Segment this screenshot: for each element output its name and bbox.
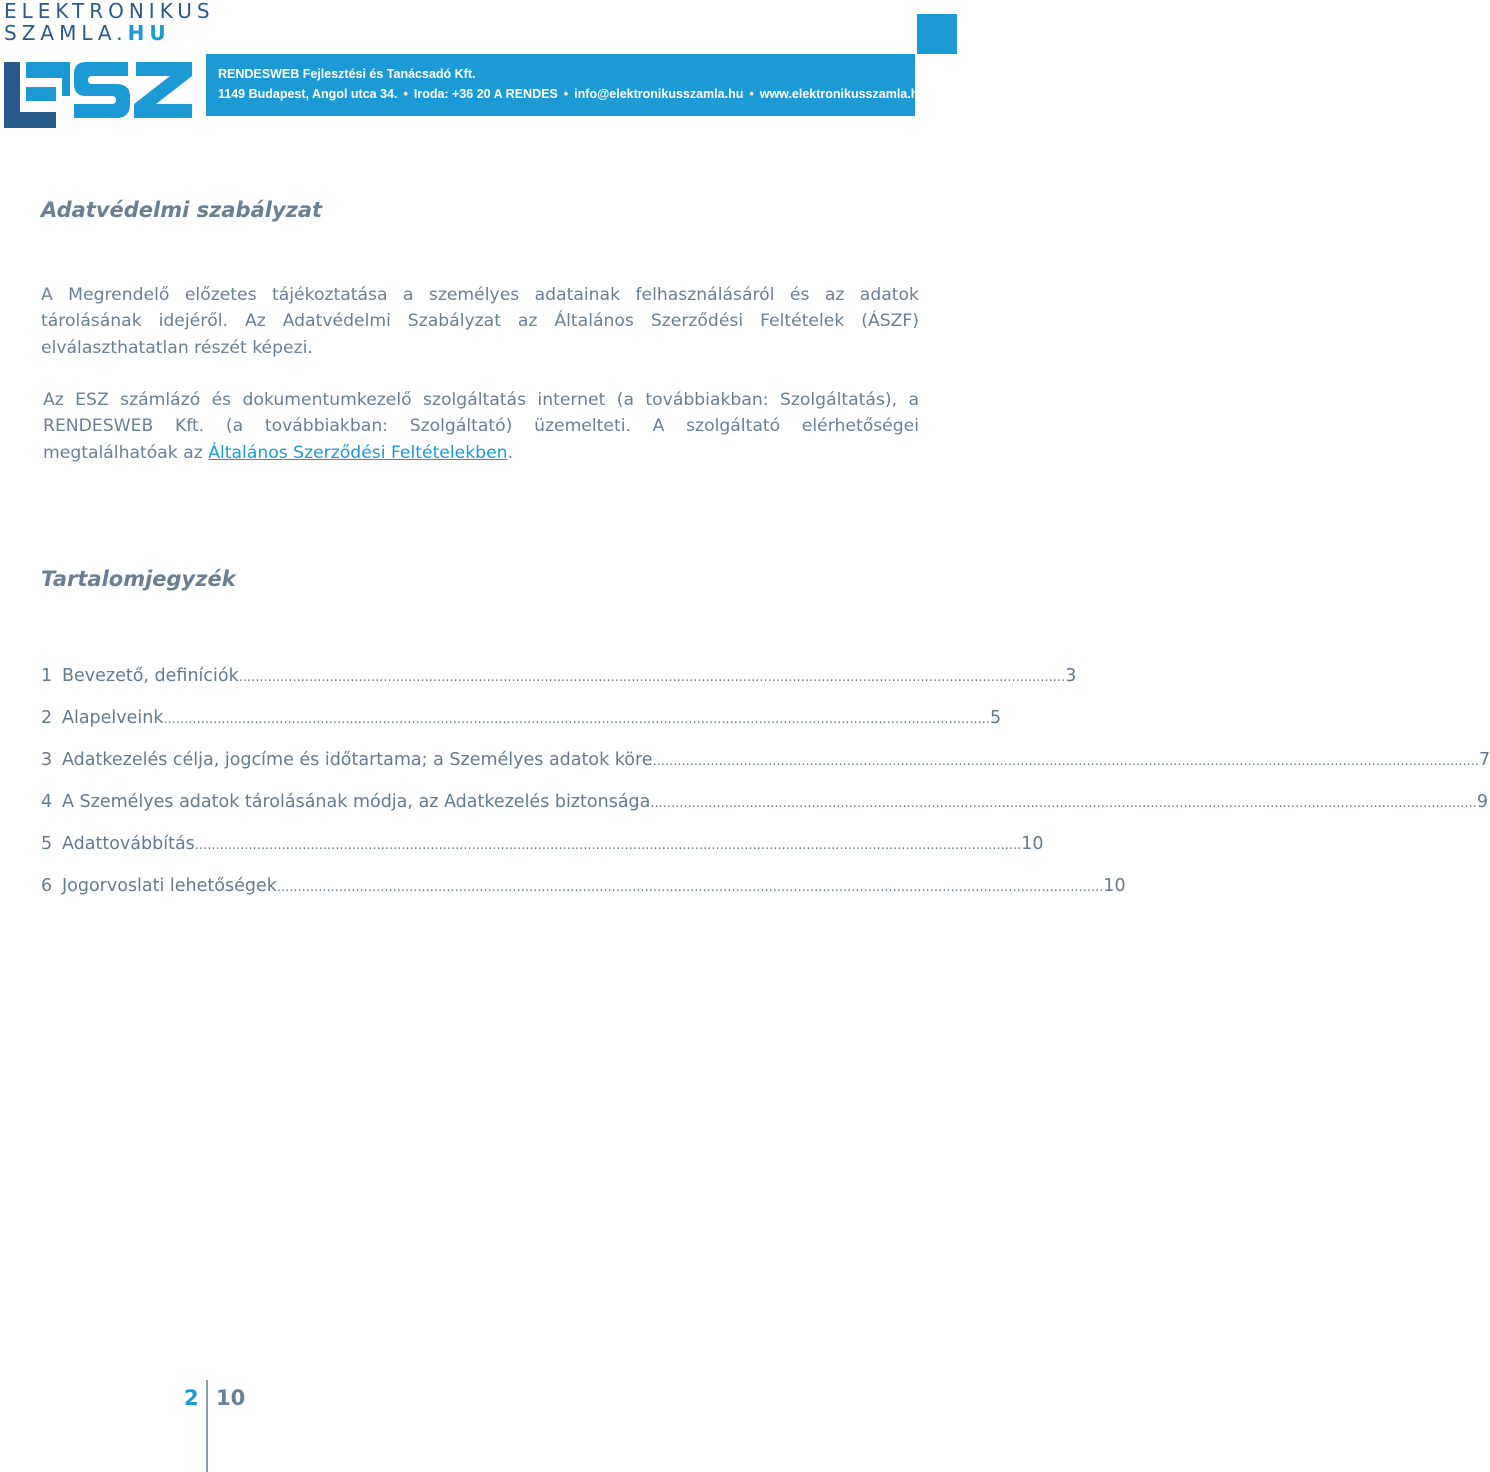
bullet-separator: • (749, 87, 754, 101)
header-band (206, 54, 926, 116)
brand-line1: ELEKTRONIKUS (4, 0, 215, 23)
toc-entry-title: Adattovábbítás (62, 834, 195, 854)
terms-link[interactable]: Általános Szerződési Feltételekben (208, 442, 508, 463)
current-page-number: 2 (184, 1386, 199, 1410)
toc-entry-title: Adatkezelés célja, jogcíme és időtartama; a Személyes adatok köre (62, 750, 653, 770)
toc-leader-dots: ........................................................................................................................................................................................................ (238, 670, 1066, 685)
page-number-divider (206, 1380, 208, 1472)
bullet-separator: • (563, 87, 569, 101)
toc-title: Tartalomjegyzék (41, 567, 236, 591)
company-address: 1149 Budapest, Angol utca 34. (218, 87, 398, 101)
toc-entry[interactable] (41, 750, 1490, 774)
contact-line (218, 87, 926, 101)
toc-entry[interactable] (41, 792, 1488, 816)
toc-entry-page: 7 (1479, 750, 1490, 770)
toc-entry-number: 4 (41, 792, 53, 812)
toc-entry-title: Jogorvoslati lehetőségek (62, 876, 277, 896)
office-phone: Iroda: +36 20 A RENDES (413, 87, 558, 101)
toc-leader-dots: ........................................................................................................................................................................................................ (163, 712, 990, 727)
brand-line2-prefix: SZAMLA. (4, 21, 128, 45)
website-link[interactable]: www.elektronikusszamla.hu (759, 87, 926, 101)
toc-entry-number: 6 (41, 876, 53, 896)
toc-entry[interactable] (41, 876, 1126, 900)
esz-logo-icon (4, 50, 194, 132)
toc-leader-dots: ........................................................................................................................................................................................................ (276, 880, 1104, 895)
toc-leader-dots: ........................................................................................................................................................................................................ (650, 796, 1477, 811)
email-link[interactable]: info@elektronikusszamla.hu (574, 87, 744, 101)
corner-square-decoration (917, 14, 957, 54)
brand-logo-text (4, 0, 215, 44)
toc-entry[interactable] (41, 834, 1044, 858)
toc-entry-title: Alapelveink (62, 708, 164, 728)
brand-line2 (4, 22, 215, 44)
toc-entry-page: 5 (989, 708, 1002, 728)
toc-entry-number: 3 (41, 750, 53, 770)
total-page-count: 10 (216, 1386, 246, 1410)
toc-entry-number: 2 (41, 708, 53, 728)
page-title: Adatvédelmi szabályzat (41, 198, 323, 222)
toc-entry-title: A Személyes adatok tárolásának módja, az Adatkezelés biztonsága (62, 792, 651, 812)
brand-line2-suffix: HU (127, 21, 171, 45)
toc-entry-title: Bevezető, definíciók (62, 666, 239, 686)
toc-entry[interactable] (41, 666, 1077, 690)
toc-entry-page: 10 (1021, 834, 1044, 854)
service-paragraph-end: . (507, 442, 514, 463)
company-name: RENDESWEB Fejlesztési és Tanácsadó Kft. (218, 67, 476, 81)
service-paragraph-text: Az ESZ számlázó és dokumentumkezelő szolgáltatás internet (a továbbiakban: Szolgáltatás), a RENDESWEB Kft. (a továbbiakban: Szolgáltató) üzemelteti. A szolgáltató elérhetőségei megtalálhatóak az (43, 390, 919, 463)
toc-entry-number: 1 (41, 666, 53, 686)
toc-leader-dots: ........................................................................................................................................................................................................ (194, 838, 1022, 853)
toc-entry-page: 9 (1476, 792, 1488, 812)
toc-entry-number: 5 (41, 834, 53, 854)
toc-leader-dots: ........................................................................................................................................................................................................ (652, 754, 1480, 769)
intro-paragraph: A Megrendelő előzetes tájékoztatása a személyes adatainak felhasználásáról és az adatok tárolásának idejéről. Az Adatvédelmi Szabályzat az Általános Szerződési Feltételek (ÁSZF) elválaszthatatlan részét képezi. (41, 285, 919, 358)
service-paragraph (43, 387, 919, 466)
bullet-separator: • (403, 87, 408, 101)
toc-entry-page: 3 (1065, 666, 1077, 686)
toc-entry-page: 10 (1103, 876, 1126, 896)
toc-entry[interactable] (41, 708, 1002, 732)
